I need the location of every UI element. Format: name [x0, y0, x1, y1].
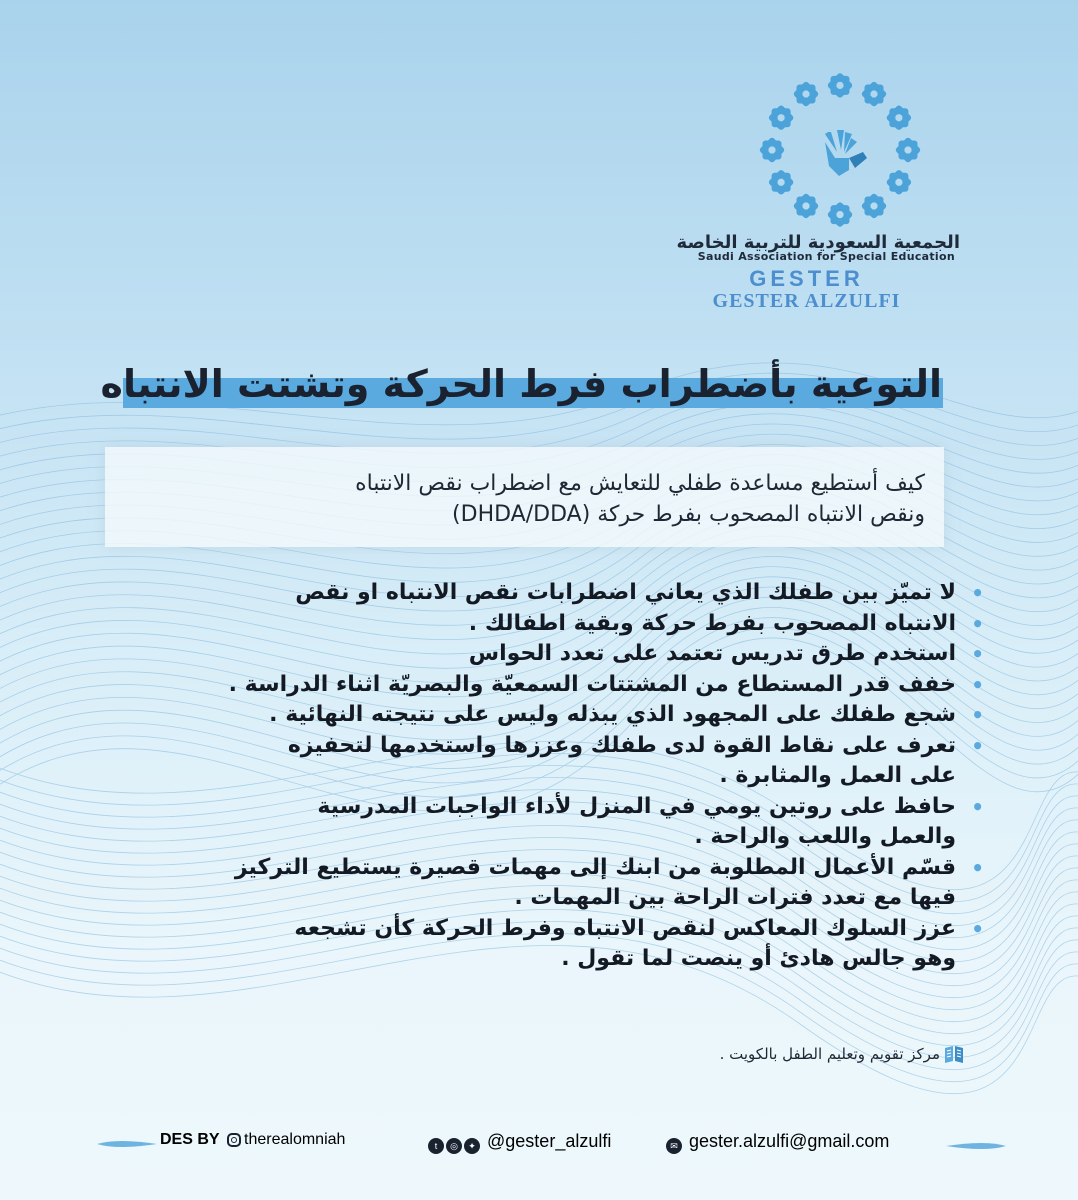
mail-icon: ✉: [666, 1138, 682, 1154]
tip-line: • عزز السلوك المعاكس لنقص الانتباه وفرط الحركة كأن تشجعه: [294, 915, 956, 941]
email-group: [666, 1131, 889, 1154]
tip-item: [200, 578, 990, 609]
tip-item: [200, 914, 990, 975]
tip-line: وهو جالس هادئ أو ينصت لما تقول .: [561, 946, 956, 971]
tip-item: [200, 609, 990, 640]
snapchat-icon: ✦: [464, 1138, 480, 1154]
left-arrow-ornament-icon: [97, 1138, 157, 1150]
brand-name: GESTER: [749, 266, 864, 291]
tip-item: [200, 700, 990, 731]
branch-name: GESTER ALZULFI: [712, 290, 901, 312]
source-credit: مركز تقويم وتعليم الطفل بالكويت .: [719, 1045, 940, 1063]
tip-item: [200, 853, 990, 914]
instagram-icon: [227, 1133, 241, 1147]
subtitle-line-2: ونقص الانتباه المصحوب بفرط حركة (DHDA/DDA): [452, 502, 925, 527]
book-icon: [943, 1044, 965, 1064]
tip-line: • الانتباه المصحوب بفرط حركة وبقية اطفالك .: [468, 610, 956, 636]
tip-item: [200, 792, 990, 853]
tip-line: • خفف قدر المستطاع من المشتتات السمعيّة والبصريّة اثناء الدراسة .: [228, 671, 956, 697]
tip-line: • لا تميّز بين طفلك الذي يعاني اضطرابات نقص الانتباه او نقص: [295, 580, 956, 605]
tip-line: • حافظ على روتين يومي في المنزل لأداء الواجبات المدرسية: [317, 793, 956, 819]
tip-line: • شجع طفلك على المجهود الذي يبذله وليس على نتيجته النهائية .: [269, 702, 956, 727]
organization-name-english: Saudi Association for Special Education: [697, 250, 955, 263]
page-title: التوعية بأضطراب فرط الحركة وتشتت الانتباه: [100, 362, 942, 406]
tip-item: [200, 670, 990, 701]
tip-line: • استخدم طرق تدريس تعتمد على تعدد الحواس: [468, 641, 956, 666]
subtitle: [150, 468, 925, 530]
designer-label: DES BY: [160, 1131, 220, 1148]
designer-credit: [160, 1131, 345, 1149]
social-handle-group: [428, 1131, 611, 1154]
email-address[interactable]: gester.alzulfi@gmail.com: [689, 1131, 890, 1151]
tip-item: [200, 639, 990, 670]
social-handle[interactable]: @gester_alzulfi: [487, 1131, 612, 1151]
association-logo-icon: [745, 62, 935, 237]
tip-line: والعمل واللعب والراحة .: [694, 824, 956, 849]
designer-handle: therealomniah: [244, 1131, 346, 1148]
tips-list: [200, 578, 990, 975]
twitter-icon: t: [428, 1138, 444, 1154]
tip-line: • تعرف على نقاط القوة لدى طفلك وعززها واستخدمها لتحفيزه: [287, 732, 956, 758]
organization-name-arabic: الجمعية السعودية للتربية الخاصة: [676, 232, 960, 253]
tip-line: • قسّم الأعمال المطلوبة من ابنك إلى مهمات قصيرة يستطيع التركيز: [234, 854, 956, 880]
subtitle-line-1: كيف أستطيع مساعدة طفلي للتعايش مع اضطراب نقص الانتباه: [355, 471, 925, 496]
instagram-circle-icon: ◎: [446, 1138, 462, 1154]
right-arrow-ornament-icon: [946, 1140, 1006, 1152]
tip-line: فيها مع تعدد فترات الراحة بين المهمات .: [514, 885, 956, 910]
tip-line: على العمل والمثابرة .: [719, 763, 956, 788]
tip-item: [200, 731, 990, 792]
